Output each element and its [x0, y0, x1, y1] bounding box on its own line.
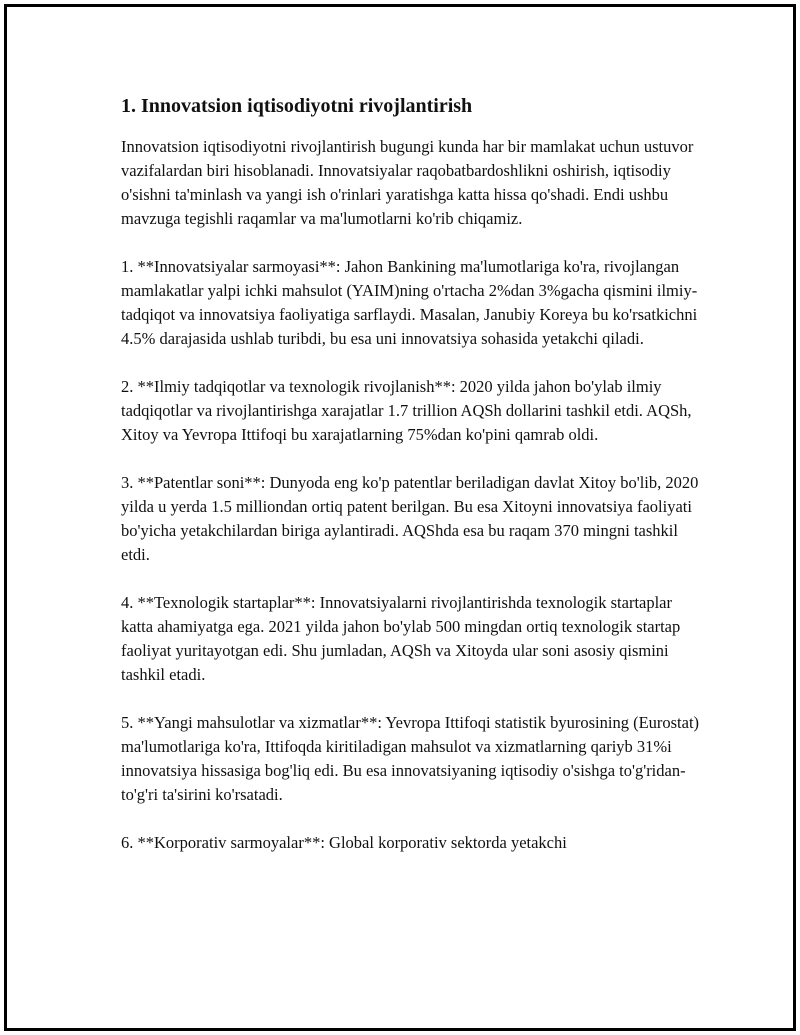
section-heading: 1. Innovatsion iqtisodiyotni rivojlantirish	[121, 95, 473, 117]
paragraph-patents: 3. **Patentlar soni**: Dunyoda eng ko'p patentlar beriladigan davlat Xitoy bo'lib, 2020 yilda u yerda 1.5 milliondan ortiq patent berilgan. Bu esa Xitoyni innovatsiya faoliyati bo'yicha yetakchilardan biriga aylantiradi. AQShda esa bu raqam 370 mingni tashkil etdi.	[121, 473, 699, 564]
document-body	[121, 93, 701, 879]
paragraph-new-products: 5. **Yangi mahsulotlar va xizmatlar**: Yevropa Ittifoqi statistik byurosining (Eurostat) ma'lumotlariga ko'ra, Ittifoqda kiritiladigan mahsulot va xizmatlarning qariyb 31%i innovatsiya hissasiga bog'liq edi. Bu esa innovatsiyaning iqtisodiy o'sishga to'g'ridan-to'g'ri ta'sirini ko'rsatadi.	[121, 713, 700, 804]
paragraph-innovation-investment: 1. **Innovatsiyalar sarmoyasi**: Jahon Bankining ma'lumotlariga ko'ra, rivojlangan mamlakatlar yalpi ichki mahsulot (YAIM)ning o'rtacha 2%dan 3%gacha qismini ilmiy-tadqiqot va innovatsiya faoliyatiga sarflaydi. Masalan, Janubiy Koreya bu ko'rsatkichni 4.5% darajasida ushlab turibdi, bu esa uni innovatsiya sohasida yetakchi qiladi.	[121, 257, 698, 348]
paragraph-corporate-investment: 6. **Korporativ sarmoyalar**: Global korporativ sektorda yetakchi	[121, 833, 567, 852]
paragraph-tech-startups: 4. **Texnologik startaplar**: Innovatsiyalarni rivojlantirishda texnologik startaplar katta ahamiyatga ega. 2021 yilda jahon bo'ylab 500 mingdan ortiq texnologik startap faoliyat yuritayotgan edi. Shu jumladan, AQSh va Xitoyda ular soni asosiy qismini tashkil etadi.	[121, 593, 681, 684]
document-page	[4, 4, 796, 1031]
intro-paragraph: Innovatsion iqtisodiyotni rivojlantirish bugungi kunda har bir mamlakat uchun ustuvor vazifalardan biri hisoblanadi. Innovatsiyalar raqobatbardoshlikni oshirish, iqtisodiy o'sishni ta'minlash va yangi ish o'rinlari yaratishga katta hissa qo'shadi. Endi ushbu mavzuga tegishli raqamlar va ma'lumotlarni ko'rib chiqamiz.	[121, 137, 694, 228]
paragraph-research-development: 2. **Ilmiy tadqiqotlar va texnologik rivojlanish**: 2020 yilda jahon bo'ylab ilmiy tadqiqotlar va rivojlantirishga xarajatlar 1.7 trillion AQSh dollarini tashkil etdi. AQSh, Xitoy va Yevropa Ittifoqi bu xarajatlarning 75%dan ko'pini qamrab oldi.	[121, 377, 692, 444]
